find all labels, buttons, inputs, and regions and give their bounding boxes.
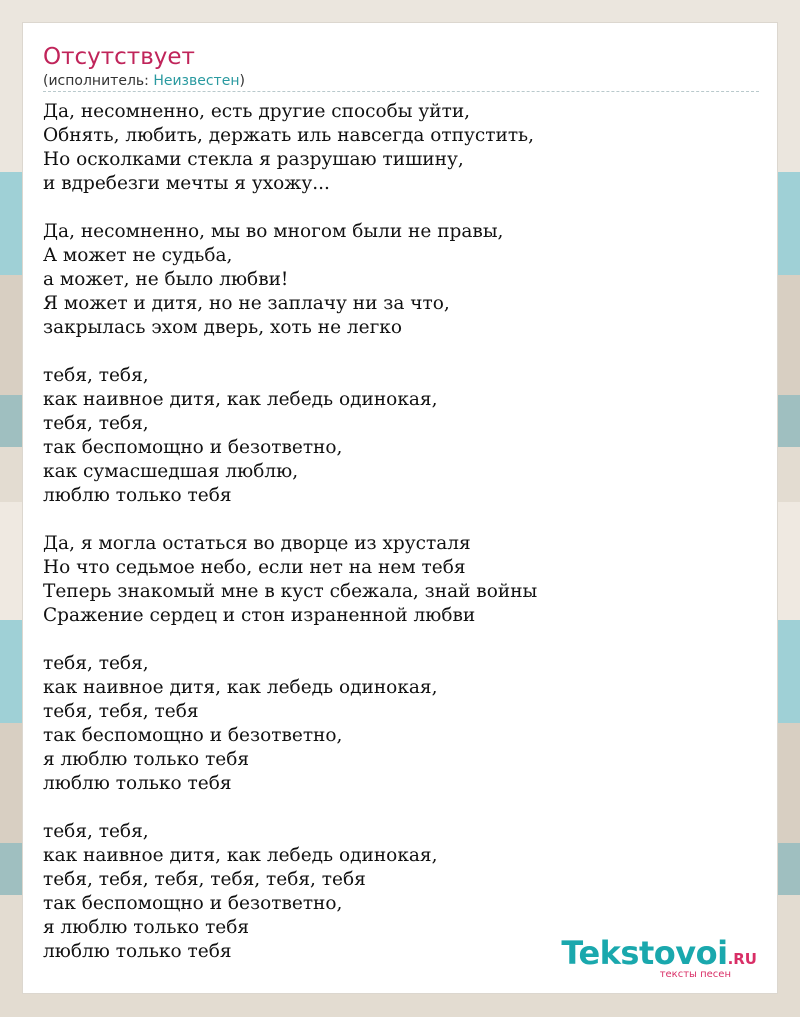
- lyrics-line: как сумасшедшая люблю,: [43, 461, 299, 482]
- lyrics-line: и вдребезги мечты я ухожу...: [43, 173, 330, 194]
- artist-link[interactable]: Неизвестен: [153, 73, 240, 89]
- lyrics-line: Да, я могла остаться во дворце из хрусталя: [43, 533, 471, 554]
- logo-main-text: Tekstovoi: [561, 934, 728, 972]
- lyrics-line: я люблю только тебя: [43, 749, 250, 770]
- lyrics-line: тебя, тебя,: [43, 365, 149, 386]
- lyrics-line: так беспомощно и безответно,: [43, 893, 343, 914]
- artist-line: [43, 72, 245, 90]
- lyrics-line: тебя, тебя, тебя, тебя, тебя, тебя: [43, 869, 366, 890]
- lyrics-line: так беспомощно и безответно,: [43, 725, 343, 746]
- lyrics-line: Да, несомненно, есть другие способы уйти,: [43, 101, 471, 122]
- lyrics-body: [43, 100, 759, 988]
- logo-tagline: тексты песен: [659, 969, 731, 980]
- lyrics-line: закрылась эхом дверь, хоть не легко: [43, 317, 402, 338]
- lyrics-line: Я может и дитя, но не заплачу ни за что,: [43, 293, 450, 314]
- title-divider: [43, 91, 759, 92]
- lyrics-stanza: [43, 532, 759, 628]
- lyrics-line: Сражение сердец и стон израненной любви: [43, 605, 476, 626]
- lyrics-line: а может, не было любви!: [43, 269, 289, 290]
- lyrics-line: как наивное дитя, как лебедь одинокая,: [43, 677, 438, 698]
- logo-tld: .RU: [727, 950, 757, 968]
- lyrics-line: А может не судьба,: [43, 245, 233, 266]
- lyrics-line: люблю только тебя: [43, 941, 232, 962]
- site-logo[interactable]: [561, 935, 757, 981]
- lyrics-line: тебя, тебя, тебя: [43, 701, 199, 722]
- lyrics-line: люблю только тебя: [43, 485, 232, 506]
- artist-prefix: (исполнитель:: [43, 73, 154, 89]
- lyrics-line: Но что седьмое небо, если нет на нем тебя: [43, 557, 466, 578]
- lyrics-line: так беспомощно и безответно,: [43, 437, 343, 458]
- lyrics-line: как наивное дитя, как лебедь одинокая,: [43, 845, 438, 866]
- lyrics-stanza: [43, 364, 759, 508]
- lyrics-line: тебя, тебя,: [43, 413, 149, 434]
- lyrics-stanza: [43, 652, 759, 796]
- lyrics-card: [22, 22, 778, 994]
- lyrics-line: люблю только тебя: [43, 773, 232, 794]
- lyrics-line: Обнять, любить, держать иль навсегда отпустить,: [43, 125, 534, 146]
- lyrics-line: как наивное дитя, как лебедь одинокая,: [43, 389, 438, 410]
- lyrics-line: Но осколками стекла я разрушаю тишину,: [43, 149, 464, 170]
- lyrics-line: тебя, тебя,: [43, 821, 149, 842]
- logo-wordmark: [561, 935, 757, 971]
- song-title: Отсутствует: [43, 44, 195, 70]
- lyrics-stanza: [43, 100, 759, 196]
- lyrics-line: тебя, тебя,: [43, 653, 149, 674]
- lyrics-line: я люблю только тебя: [43, 917, 250, 938]
- lyrics-line: Да, несомненно, мы во многом были не правы,: [43, 221, 504, 242]
- artist-suffix: ): [239, 73, 245, 89]
- lyrics-stanza: [43, 220, 759, 340]
- lyrics-line: Теперь знакомый мне в куст сбежала, знай войны: [43, 581, 538, 602]
